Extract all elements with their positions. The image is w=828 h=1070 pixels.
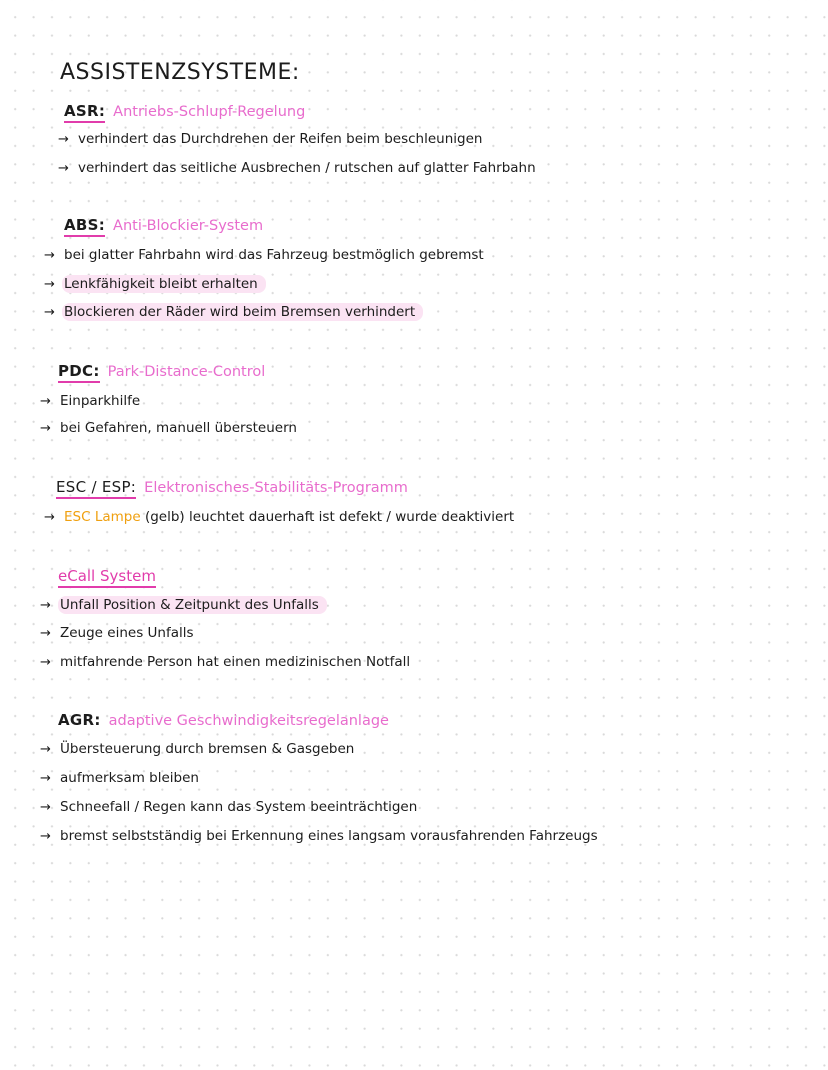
arrow-icon: → [40, 828, 51, 844]
list-item: → aufmerksam bleiben [40, 770, 199, 786]
arrow-icon: → [44, 304, 55, 320]
arrow-icon: → [40, 597, 51, 613]
arrow-icon: → [44, 247, 55, 263]
list-item: → verhindert das Durchdrehen der Reifen beim beschleunigen [58, 131, 483, 147]
list-item [44, 303, 423, 321]
arrow-icon: → [58, 131, 69, 147]
list-item: → mitfahrende Person hat einen medizinischen Notfall [40, 654, 411, 670]
esc-full-name: Elektronisches-Stabilitäts-Programm [144, 480, 408, 496]
list-item [44, 275, 266, 293]
pdc-heading [58, 362, 265, 380]
list-item: → Schneefall / Regen kann das System beeinträchtigen [40, 799, 418, 815]
page-title: ASSISTENZSYSTEME: [60, 60, 300, 85]
list-item: → bei glatter Fahrbahn wird das Fahrzeug bestmöglich gebremst [44, 247, 484, 263]
list-item: → Einparkhilfe [40, 393, 141, 409]
pdc-full-name: Park-Distance-Control [107, 364, 266, 380]
arrow-icon: → [40, 770, 51, 786]
pdc-abbr: PDC: [58, 362, 100, 383]
arrow-icon: → [40, 741, 51, 757]
esc-lamp-text: ESC Lampe [64, 509, 141, 525]
ecall-heading [58, 567, 156, 585]
ecall-title: eCall System [58, 567, 156, 588]
arrow-icon: → [40, 420, 51, 436]
abs-abbr: ABS: [64, 216, 105, 237]
list-item: → ESC Lampe (gelb) leuchtet dauerhaft ist defekt / wurde deaktiviert [44, 509, 515, 525]
list-item [40, 596, 327, 614]
arrow-icon: → [40, 799, 51, 815]
list-item: → Zeuge eines Unfalls [40, 625, 194, 641]
agr-full-name: adaptive Geschwindigkeitsregelanlage [108, 713, 389, 729]
abs-heading [64, 216, 263, 234]
arrow-icon: → [40, 625, 51, 641]
arrow-icon: → [40, 393, 51, 409]
agr-abbr: AGR: [58, 711, 101, 729]
arrow-icon: → [58, 160, 69, 176]
esc-heading [56, 478, 408, 496]
arrow-icon: → [44, 276, 55, 292]
asr-heading [64, 102, 305, 120]
abs-full-name: Anti-Blockier-System [113, 218, 264, 234]
esc-abbr: ESC / ESP: [56, 478, 136, 499]
highlighted-text: Blockieren der Räder wird beim Bremsen verhindert [62, 303, 423, 321]
highlighted-text: Unfall Position & Zeitpunkt des Unfalls [58, 596, 327, 614]
list-item: → bremst selbstständig bei Erkennung eines langsam vorausfahrenden Fahrzeugs [40, 828, 598, 844]
arrow-icon: → [44, 509, 55, 525]
arrow-icon: → [40, 654, 51, 670]
highlighted-text: Lenkfähigkeit bleibt erhalten [62, 275, 266, 293]
agr-heading [58, 711, 389, 729]
list-item: → Übersteuerung durch bremsen & Gasgeben [40, 741, 355, 757]
list-item: → bei Gefahren, manuell übersteuern [40, 420, 297, 436]
list-item: → verhindert das seitliche Ausbrechen / rutschen auf glatter Fahrbahn [58, 160, 536, 176]
asr-full-name: Antriebs-Schlupf-Regelung [113, 104, 306, 120]
asr-abbr: ASR: [64, 102, 105, 123]
